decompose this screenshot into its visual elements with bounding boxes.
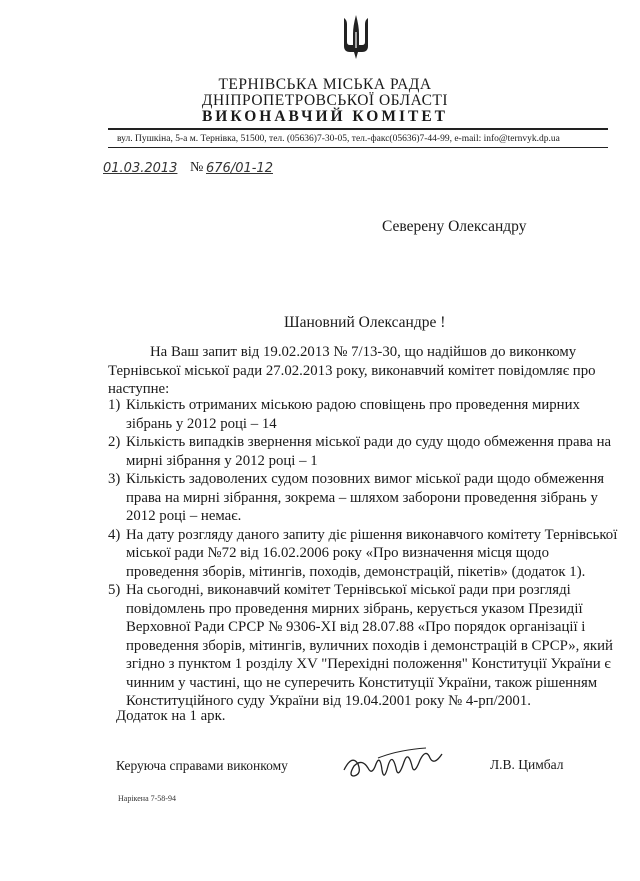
letterhead-contacts: вул. Пушкіна, 5-а м. Тернівка, 51500, тел. (05636)7-30-05, тел.-факс(05636)7-44-99, e-mail: info@ternvyk.dp.ua [117, 134, 560, 144]
trident-coat-of-arms-icon [341, 12, 371, 62]
list-item [108, 470, 620, 526]
letterhead-rule-bottom [108, 147, 608, 148]
attachment-note: Додаток на 1 арк. [116, 708, 226, 724]
list-item-text: Кількість випадків звернення міської ради до суду щодо обмеження права на мирні зібрання у 2012 році – 1 [126, 434, 612, 469]
outgoing-date: 01.03.2013 [103, 161, 178, 176]
intro-text: На Ваш запит від 19.02.2013 № 7/13-30, що надійшов до виконкому Тернівської міської ради 27.02.2013 року, виконавчий комітет повідомляє про наступне: [108, 344, 596, 397]
handwritten-signature [338, 740, 448, 795]
number-sign: № [190, 160, 204, 175]
letterhead-council-name: ТЕРНІВСЬКА МІСЬКА РАДА [218, 76, 432, 93]
list-item-text: На дату розгляду даного запиту діє рішення виконавчого комітету Тернівської міської ради №72 від 16.02.2006 року «Про визначення місця щодо проведення зборів, мітингів, походів, демонстрацій, пікетів» (додаток 1). [126, 526, 618, 580]
outgoing-number: 676/01-12 [206, 161, 273, 176]
greeting: Шановний Олександре ! [284, 314, 446, 331]
signatory-name: Л.В. Цимбал [490, 757, 564, 772]
list-item [108, 581, 620, 711]
list-item-number: 2) [108, 434, 121, 450]
list-item-number: 5) [108, 582, 121, 598]
letterhead-committee: ВИКОНАВЧИЙ КОМІТЕТ [201, 108, 449, 125]
list-item [108, 396, 620, 433]
signatory-title: Керуюча справами виконкому [116, 758, 288, 773]
list-item-text: Кількість отриманих міською радою сповіщень про проведення мирних зібрань у 2012 році – 14 [126, 397, 580, 432]
letterhead-rule-top [108, 128, 608, 130]
list-item-number: 3) [108, 471, 121, 487]
list-item-text: Кількість задоволених судом позовних вимог міської ради щодо обмеження права на мирні зібрання, зокрема – шляхом заборони проведення зібрань у 2012 році – немає. [126, 471, 605, 524]
intro-paragraph [108, 343, 620, 399]
list-item [108, 526, 620, 582]
list-item-text: На сьогодні, виконавчий комітет Тернівської міської ради при розгляді повідомлень про проведення мирних зібрань, керується указом Президії Верховної Ради СРСР № 9306-XI від 28.07.88 «Про порядок організації і проведення зборів, мітингів, вуличних походів і демонстрацій в СРСР», який згідно з пунктом 1 розділу XV "Перехідні положення" Конституції України є чинним у частині, що не суперечить Конституції України, також рішенням Конституційного суду України від 19.04.2001 року № 4-рп/2001. [126, 582, 613, 709]
response-list [108, 396, 620, 711]
list-item [108, 433, 620, 470]
list-item-number: 1) [108, 397, 121, 413]
letterhead-region: ДНІПРОПЕТРОВСЬКОЇ ОБЛАСТІ [201, 92, 449, 109]
list-item-number: 4) [108, 526, 121, 543]
executor-phone-note: Нарікена 7-58-94 [118, 794, 176, 803]
recipient-name: Северену Олександру [382, 218, 527, 235]
